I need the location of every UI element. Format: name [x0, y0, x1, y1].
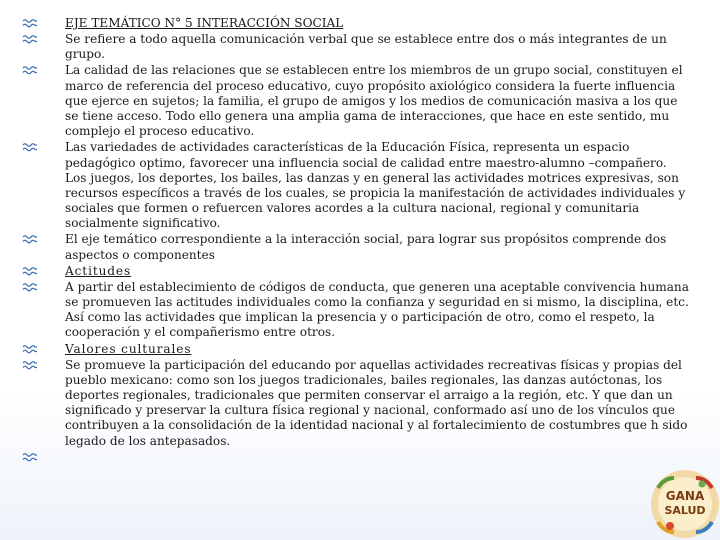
wavy-dash-bullet-icon — [22, 142, 38, 153]
bullet-text: EJE TEMÁTICO N° 5 INTERACCIÓN SOCIAL — [65, 16, 344, 30]
bullet-item — [20, 63, 692, 139]
bullet-item — [20, 232, 692, 262]
bullet-text: Actitudes — [65, 263, 132, 278]
gana-salud-logo — [650, 468, 720, 540]
bullet-item — [20, 140, 692, 231]
bullet-item — [20, 16, 692, 31]
logo-line2: SALUD — [664, 504, 706, 517]
bullet-item — [20, 32, 692, 62]
bullet-text: La calidad de las relaciones que se establecen entre los miembros de un grupo social, constituyen el marco de referencia del proceso educativo, cuyo propósito axiológico considera la fuerte influencia que ejerce en sujetos; la familia, el grupo de amigos y los medios de comunicación masiva a los que se tiene acceso. Todo ello genera una amplia gama de interacciones, que hace en este sentido, mu complejo el proceso educativo. — [65, 63, 683, 139]
bullet-item — [20, 264, 692, 279]
wavy-dash-bullet-icon — [22, 344, 38, 355]
wavy-dash-bullet-icon — [22, 452, 38, 463]
bullet-text: A partir del establecimiento de códigos de conducta, que generen una aceptable convivencia humana se promueven las actitudes individuales como la confianza y seguridad en si mismo, la disciplina, etc. Así como las actividades que implican la presencia y o participación de otro, como el respeto, la cooperación y el compañerismo entre otros. — [65, 279, 689, 340]
bullet-text: Valores culturales — [65, 341, 192, 356]
logo-line1: GANA — [665, 489, 705, 503]
bullet-text: Las variedades de actividades características de la Educación Física, representa un espacio pedagógico optimo, favorecer una influencia social de calidad entre maestro-alumno –compañero. Los juegos, los deportes, los bailes, las danzas y en general las actividades motrices expresivas, son recursos específicos a través de los cuales, se propicia la manifestación de actividades individuales y sociales que formen o refuercen valores acordes a la cultura nacional, regional y comunitaria socialmente significativo. — [65, 140, 686, 231]
wavy-dash-bullet-icon — [22, 360, 38, 371]
bullet-text: Se promueve la participación del educando por aquellas actividades recreativas físicas y propias del pueblo mexicano: como son los juegos tradicionales, bailes regionales, las danzas autóctonas, los deportes regionales, tradicionales que permiten conservar el arraigo a la región, etc. Y que dan un significado y preservar la cultura física regional y nacional, conformado así uno de los vínculos que contribuyen a la consolidación de la identidad nacional y al fortalecimiento de costumbres que h sido legado de los antepasados. — [65, 357, 688, 448]
bullet-item — [20, 358, 692, 449]
bullet-text: Se refiere a todo aquella comunicación verbal que se establece entre dos o más integrantes de un grupo. — [65, 32, 667, 62]
bullet-list — [20, 16, 692, 450]
wavy-dash-bullet-icon — [22, 282, 38, 293]
wavy-dash-bullet-icon — [22, 65, 38, 76]
wavy-dash-bullet-icon — [22, 266, 38, 277]
bullet-item — [20, 280, 692, 341]
bullet-text: El eje temático correspondiente a la interacción social, para lograr sus propósitos comprende dos aspectos o componentes — [65, 232, 667, 262]
wavy-dash-bullet-icon — [22, 234, 38, 245]
wavy-dash-bullet-icon — [22, 34, 38, 45]
wavy-dash-bullet-icon — [22, 18, 38, 29]
bullet-item — [20, 342, 692, 357]
